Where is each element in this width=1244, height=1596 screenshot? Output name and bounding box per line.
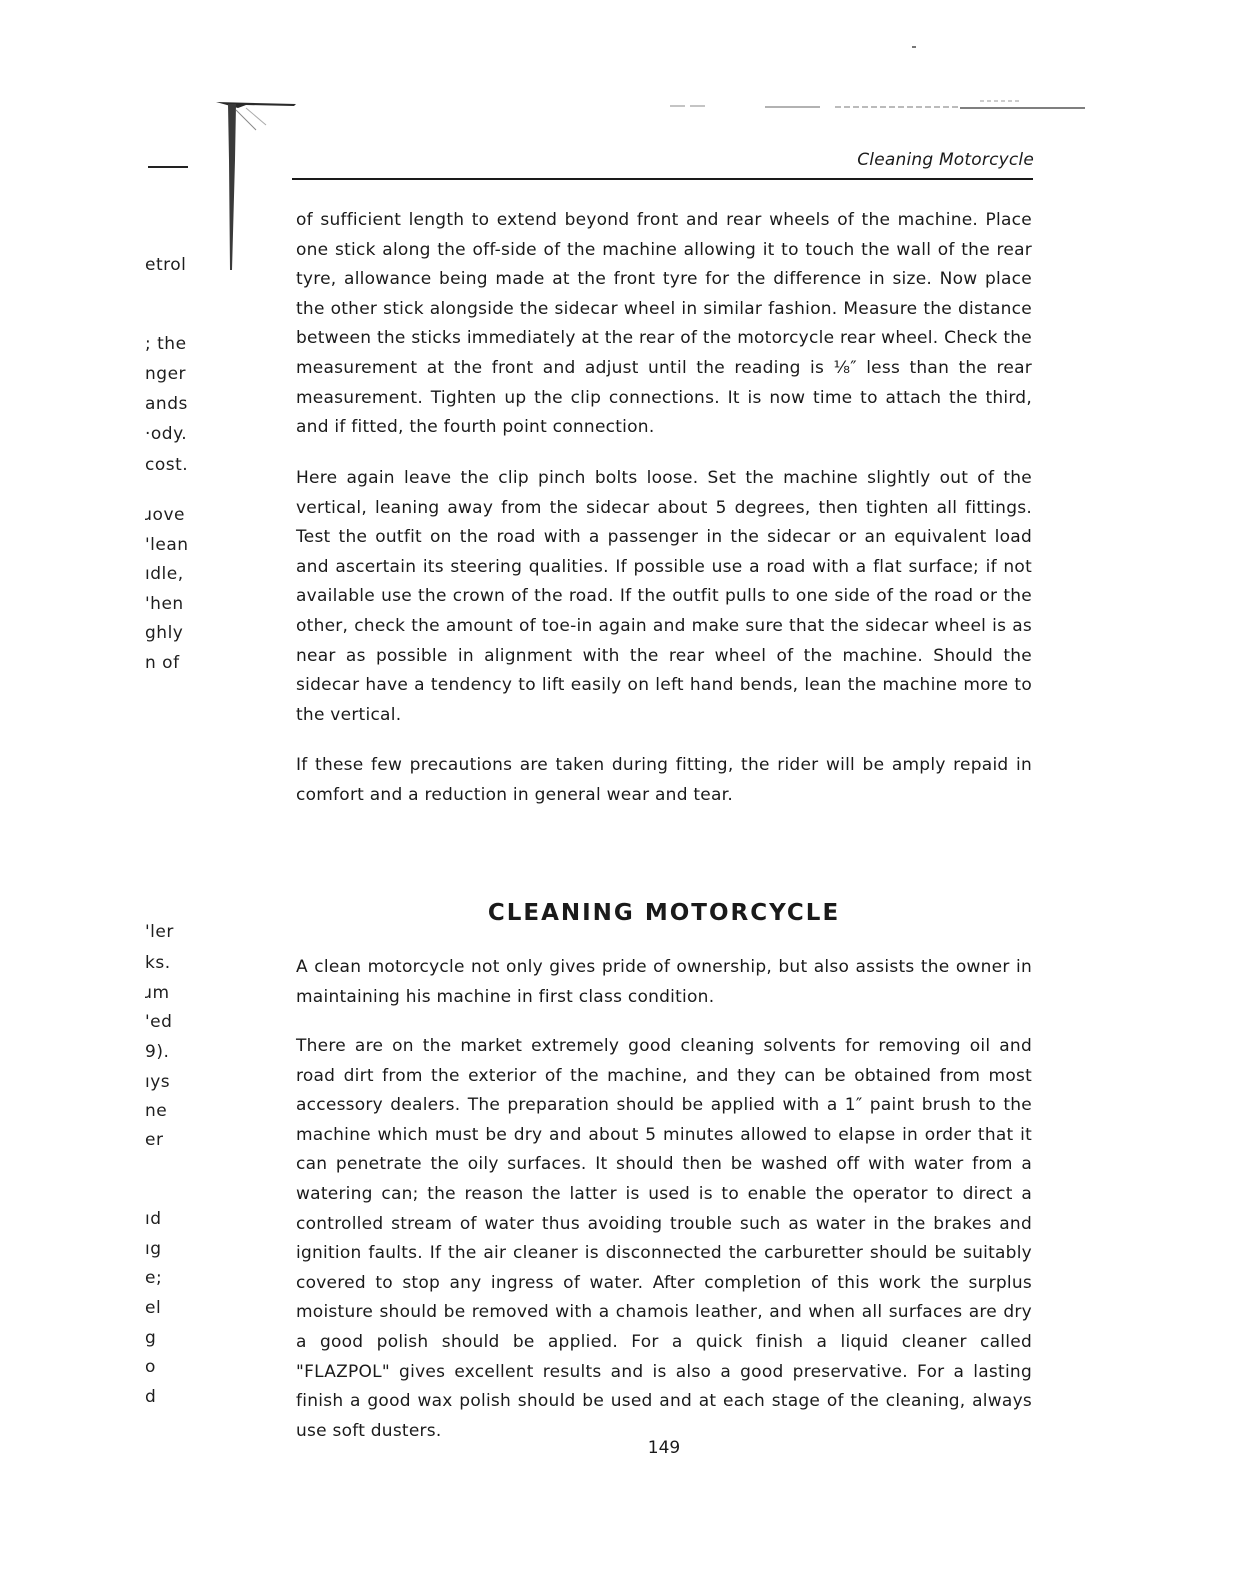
margin-fragment: g: [145, 1328, 157, 1348]
header-rule: [292, 178, 1033, 180]
margin-fragment: nger: [145, 364, 187, 384]
scan-rules: [660, 98, 1100, 118]
running-header: Cleaning Motorcycle: [857, 150, 1034, 170]
margin-fragment: ıg: [145, 1239, 162, 1259]
binding-artifact: [216, 100, 301, 280]
margin-fragment: ɹove: [145, 505, 185, 525]
margin-fragment: n of: [145, 653, 180, 673]
paragraph: Here again leave the clip pinch bolts loose. Set the machine slightly out of the vertical, leaning away from the sidecar about 5 degrees, then tighten all fittings. Test the outfit on the road with a passenger in the sidecar or an equivalent load and ascertain its steering qualities. If possible use a road with a flat surface; if not available use the crown of the road. If the outfit pulls to one side of the road or the other, check the amount of toe-in again and make sure that the sidecar wheel is as near as possible in alignment with the rear wheel of the machine. Should the sidecar have a tendency to lift easily on left hand bends, lean the machine more to the vertical.: [296, 468, 1032, 725]
margin-fragment: ghly: [145, 623, 184, 643]
section-heading: CLEANING MOTORCYCLE: [487, 900, 841, 926]
margin-fragment: d: [145, 1387, 157, 1407]
margin-fragment: ·ody.: [145, 424, 188, 444]
paragraph: There are on the market extremely good cleaning solvents for removing oil and road dirt from the exterior of the machine, and they can be obtained from most accessory dealers. The preparation should be applied with a 1″ paint brush to the machine which must be dry and about 5 minutes allowed to elapse in order that it can penetrate the oily surfaces. It should then be washed off with water from a watering can; the reason the latter is used is to enable the operator to direct a controlled stream of water thus avoiding trouble such as water in the brakes and ignition faults. If the air cleaner is disconnected the carburetter should be suitably covered to stop any ingress of water. After completion of this work the surplus moisture should be removed with a chamois leather, and when all surfaces are dry a good polish should be applied. For a quick finish a liquid cleaner called "FLAZPOL" gives excellent results and is also a good preservative. For a lasting finish a good wax polish should be used and at each stage of the cleaning, always use soft dusters.: [296, 1036, 1032, 1441]
margin-fragment: etrol: [145, 255, 187, 275]
margin-fragment: 'lean: [145, 535, 189, 555]
margin-fragment: ɹm: [145, 983, 170, 1003]
margin-fragment: ıys: [145, 1072, 171, 1092]
margin-fragment: ıd: [145, 1209, 162, 1229]
margin-fragment: 'ed: [145, 1012, 173, 1032]
margin-fragment: el: [145, 1298, 162, 1318]
margin-fragment: ; the: [145, 334, 187, 354]
page-number: 149: [647, 1438, 681, 1458]
paragraph: of sufficient length to extend beyond front and rear wheels of the machine. Place one stick along the off-side of the machine allowing it to touch the wall of the rear tyre, allowance being made at the front tyre for the difference in size. Now place the other stick alongside the sidecar wheel in similar fashion. Measure the distance between the sticks immediately at the rear of the motorcycle rear wheel. Check the measurement at the front and adjust until the reading is ⅛″ less than the rear measurement. Tighten up the clip connections. It is now time to attach the third, and if fitted, the fourth point connection.: [296, 210, 1032, 438]
margin-fragment: cost.: [145, 455, 189, 475]
paragraph: If these few precautions are taken during fitting, the rider will be amply repaid in comfort and a reduction in general wear and tear.: [296, 755, 1032, 805]
paragraph: A clean motorcycle not only gives pride of ownership, but also assists the owner in maintaining his machine in first class condition.: [296, 957, 1032, 1007]
margin-fragment: 9).: [145, 1042, 170, 1062]
margin-fragment: ks.: [145, 953, 171, 973]
margin-fragment: ne: [145, 1101, 168, 1121]
margin-fragment: o: [145, 1357, 156, 1377]
margin-fragment: 'hen: [145, 594, 184, 614]
scan-speck: [912, 46, 916, 48]
margin-fragment: e;: [145, 1268, 163, 1288]
margin-fragment: ıdle,: [145, 564, 184, 584]
margin-fragment: ands: [145, 394, 188, 414]
margin-fragment: er: [145, 1130, 164, 1150]
margin-dash: [148, 166, 188, 168]
page-left-margin: [0, 0, 130, 1596]
margin-fragment: 'ler: [145, 922, 174, 942]
